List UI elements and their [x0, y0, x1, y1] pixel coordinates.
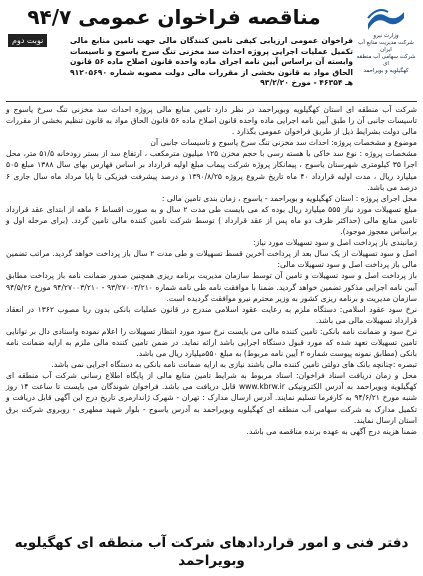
body-paragraph: نرخ سود عقود اسلامی: دستگاه ملزم به رعایت عقود اسلامی مندرج در قانون عملیات بانکی بدون ربا مصوب ۱۳۶۲ در انعقاد قرارداد تسهیلات مالی می باشد.: [6, 304, 417, 325]
intro-paragraph: فراخوان عمومی ارزیابی کیفی تامین کنندگان مالی جهت تامین منابع مالی تکمیل عملیات اجرایی پروژه احداث سد مخزنی تنگ سرخ یاسوج و تاسیسات وابسته آن براساس آیین نامه اجرای ماده واحده قانون اصلاح ماده ۵۶ قانون الحاق مواد به قانون بخشی از مقررات مالی دولت مصوبه شماره ۹۱۲۰۵۶۹۰ هـ ۴۶۳۵۴ - مورخ ۹۳/۲/۲۰: [70, 36, 353, 88]
notice-body: [6, 104, 417, 437]
body-paragraph: اصل و سود تسهیلات از یک سال بعد از پرداخت آخرین قسط تسهیلات و طی مدت ۲ سال باز پرداخت خواهد گردید. مراتب تضمین مالی باز پرداخت اصل و سود تسهیلات مالی:: [6, 249, 417, 270]
body-paragraph: ضمنا هزینه درج آگهی به عهده برنده مناقصه می باشد.: [246, 426, 417, 436]
logo-line-1: وزارت نیرو: [373, 33, 399, 39]
body-paragraph: موضوع و مشخصات پروژه: احداث سد مخزنی تنگ سرخ یاسوج و تاسیسات جانبی آن: [150, 138, 417, 148]
body-paragraph: تبصره :چنانچه بانک های دولتی تامین کننده مالی باشند نیازی به ارایه ضمانت نامه بانکی به دستگاه اجرایی نمی باشد.: [51, 360, 417, 370]
publication-round-badge: نوبت دوم: [8, 34, 47, 47]
issuer-signature: دفتر فنی و امور قراردادهای شرکت آب منطقه ای کهگیلویه وبویراحمد: [14, 535, 409, 569]
water-logo-icon: [366, 6, 406, 32]
body-paragraph: شرکت آب منطقه ای استان کهگیلویه وبویراحمد در نظر دارد تامین منابع مالی پروژه احداث سد مخزنی تنگ سرخ یاسوج و تاسیسات جانبی آن را طبق آیین نامه اجرایی ماده واحده قانون اصلاح ماده ۵۶ قانون الحاق مواد به قانون تنظیم بخشی از مقررات مالی دولت بشرایط ذیل از طریق فراخوان عمومی بگذارد .: [6, 105, 418, 137]
divider: [6, 101, 417, 102]
body-paragraph: محل اجرای پروژه : استان کهگیلویه و بویراحمد - یاسوج ، زمان بندی تامین مالی :: [161, 193, 417, 203]
notice-title: مناقصه فراخوان عمومی ۹۴/۷: [4, 4, 344, 30]
logo-line-4: کهگیلویه و بویراحمد: [363, 68, 409, 74]
logo-line-3: شرکت سهامی آب منطقه ای: [356, 54, 416, 67]
body-paragraph: مشخصات پروژه : نوع سد خاکی با هسته رسی با حجم مخزن ۱۲۵ میلیون مترمکعب ، ارتفاع سد از بستر رودخانه ۵۱/۵ متر، محل اجرا ۳۵ کیلومتری شهرستان یاسوج ، پیمانکار پروژه شرکت پیماب مبلغ اولیه قرارداد بر اساس فهارس بهای سال ۱۳۸۸ مبلغ ۵۰۵ میلیارد ریال ، مدت اولیه قرارداد ۴۰ ماه تاریخ شروع پروژه ۱۳۹۰/۸/۲۵ و درصد پیشرفت فیزیکی تا پایا مرداد ماه سال جاری ۶ درصد می باشد.: [6, 149, 417, 192]
body-paragraph: باز پرداخت اصل و سود تسهیلات و تامین آن توسط سازمان مدیریت برنامه ریزی همچنین صدور ضمانت نامه باز پرداخت مطابق آیین نامه اجرایی مذکور تضمین خواهد گردید. ضمنا با موافقت نامه طی نامه شماره ۹۳/۲۷۰۰۳/۲۱۰ - ۹۴/۲۷۰۰۳/۲۱۰ مورخ ۹۴/۵/۲۶ سازمان مدیریت و برنامه ریزی کشور به وزیر محترم نیرو موافقت گردیده است.: [6, 271, 417, 303]
body-paragraph: مبلغ تسهیلات مورد نیاز ۵۵۵ میلیارد ریال بوده که می بایست طی مدت ۲ سال و به صورت اقساط ۶ ماهه از ابتدای عقد قرارداد تامین منابع مالی (حداکثر ظرف دو ماه پس از عقد قرارداد ) توسط شرکت تامین کننده مالی تامین گردد. (برای مرحله اول و براساس معجوز موجود).: [6, 204, 417, 237]
body-paragraph: نرخ سود و ضمانت نامه بانکی: تامین کننده مالی می بایست نرخ سود مورد انتظار تسهیلات را اعلام نموده واسنادی دال بر توانایی تامین تسهیلات تعهد شده که مورد قبول دستگاه اجرایی باشد ارائه نماید. در ضمن تامین کننده مالی ملزم به ارایه ضمانت نامه بانکی (مطابق نمونه پیوست شماره ۲ آیین نامه مربوط) به مبلغ ۵۵۰میلیارد ریال می باشد.: [6, 326, 417, 359]
logo-line-2: شرکت مدیریت منابع آب ایران: [358, 40, 414, 53]
organization-logo: [353, 6, 419, 74]
body-paragraph: زمانبندی باز پرداخت اصل و سود تسهیلات مورد نیاز:: [252, 238, 417, 248]
body-paragraph: محل و زمان دریافت اسناد فراخوان: اسناد مربوط به شرایط تامین منابع مالی از پایگاه اطلاع رسانی شرکت آب منطقه ای کهگیلویه وبویراحمد به آدرس الکترونیکی www.kbrw.ir قابل دریافت می باشد. فراخوان شوندگان می بایست تا ساعت ۱۴ روز شنبه مورخ ۹۴/۶/۲۱ به کارفرما تسلیم نمایند. آدرس ارسال مدارک : تهران - شهرک ژاندارمری تاریخ درج این آگهی قابل دریافت و تکمیل مدارک به شرکت سهامی آب منطقه ای کهگیلویه وبویراحمد به آدرس یاسوج - بلوار شهید مطهری - روبروی شرکت برق استان ارسال نمایند.: [6, 371, 418, 425]
